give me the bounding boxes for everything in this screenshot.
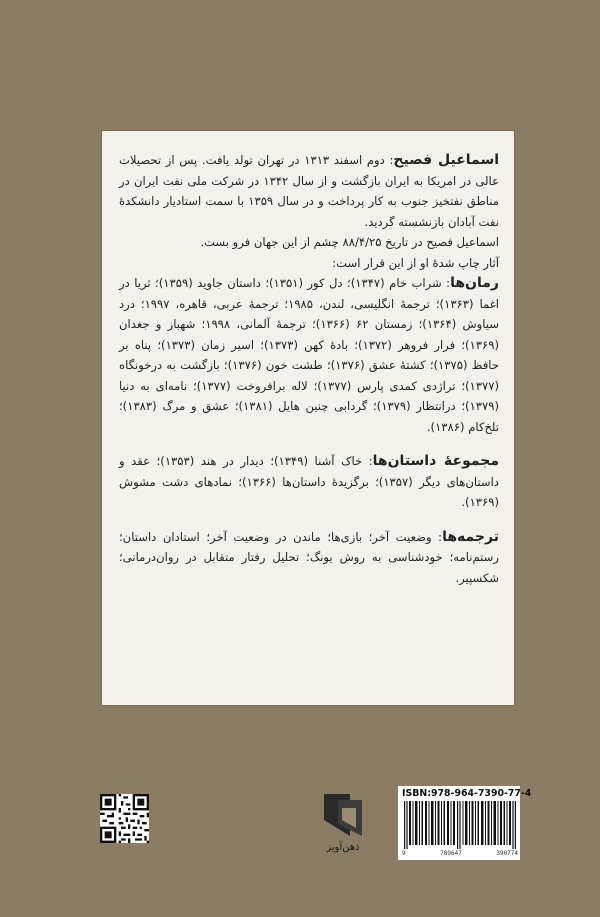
barcode-digit-first: 9: [402, 850, 406, 857]
bio-paragraph: [119, 150, 499, 232]
stories-paragraph: [119, 451, 499, 513]
translations-text: : وضعیت آخر؛ بازی‌ها؛ ماندن در وضعیت آخر؛ استادان داستان؛ رستم‌نامه؛ خودشناسی به روش یونگ؛ تحلیل رفتار متقابل در روان‌درمانی؛ شکسپیر.: [119, 529, 499, 585]
translations-paragraph: [119, 527, 499, 589]
qr-code: [100, 794, 149, 843]
stories-heading: مجموعهٔ داستان‌ها: [372, 453, 500, 469]
stories-text: : خاک آشنا (۱۳۴۹)؛ دیدار در هند (۱۳۵۳)؛ عقد و داستان‌های دیگر (۱۳۵۷)؛ برگزیدهٔ داستان‌ها (۱۳۶۶)؛ نمادهای دشت مشوش (۱۳۶۹).: [119, 454, 499, 509]
back-cover-text: [119, 150, 499, 588]
novels-heading: رمان‌ها: [450, 275, 499, 291]
translations-heading: ترجمه‌ها: [442, 528, 499, 545]
barcode-icon: [404, 801, 516, 849]
publisher-logo-icon: [320, 790, 366, 840]
qr-code-graphic: [100, 794, 149, 843]
barcode-digits-left: 789647: [440, 850, 462, 857]
barcode-digits: [402, 850, 518, 857]
publisher-name: ذهن‌آویز: [326, 842, 360, 853]
works-intro: آثار چاپ شدهٔ او از این قرار است:: [332, 255, 499, 270]
bio-text: : دوم اسفند ۱۳۱۳ در تهران تولد یافت. پس از تحصیلات عالی در امریکا به ایران بازگشت و از سال ۱۳۴۲ در شرکت ملی نفت ایران در مناطق نفتخیز جنوب به کار پرداخت و در سال ۱۳۵۹ با سمت استادیار دانشکدهٔ نفت آبادان بازنشسته گردید.: [119, 153, 499, 229]
novels-text: : شراب خام (۱۳۴۷)؛ دل کور (۱۳۵۱)؛ داستان جاوید (۱۳۵۹)؛ ثریا در اغما (۱۳۶۳)؛ ترجمهٔ انگلیسی، لندن، ۱۹۸۵؛ ترجمهٔ عربی، قاهره، ۱۹۹۷؛ درد سیاوش (۱۳۶۴)؛ زمستان ۶۲ (۱۳۶۶)؛ ترجمهٔ آلمانی، ۱۹۹۸؛ شهباز و جغدان (۱۳۶۹)؛ فرار فروهر (۱۳۷۲)؛ بادهٔ کهن (۱۳۷۳)؛ اسیر زمان (۱۳۷۳)؛ پناه بر حافظ (۱۳۷۵)؛ کشتهٔ عشق (۱۳۷۶)؛ طشت خون (۱۳۷۶)؛ بازگشت به درخونگاه (۱۳۷۷)؛ تراژدی کمدی پارس (۱۳۷۷)؛ لاله برافروخت (۱۳۷۷)؛ نامه‌ای به دنیا (۱۳۷۹)؛ درانتظار (۱۳۷۹)؛ گردابی چنین هایل (۱۳۸۱)؛ عشق و مرگ (۱۳۸۳)؛ تلخ‌کام (۱۳۸۶).: [119, 276, 500, 434]
isbn-label: ISBN:978-964-7390-77-4: [402, 788, 532, 799]
death-line: اسماعیل فصیح در تاریخ ۸۸/۴/۲۵ چشم از این جهان فرو بست.: [200, 235, 499, 249]
author-name: اسماعیل فصیح: [393, 152, 500, 168]
barcode-digits-right: 390774: [496, 850, 518, 857]
novels-paragraph: [119, 273, 499, 437]
